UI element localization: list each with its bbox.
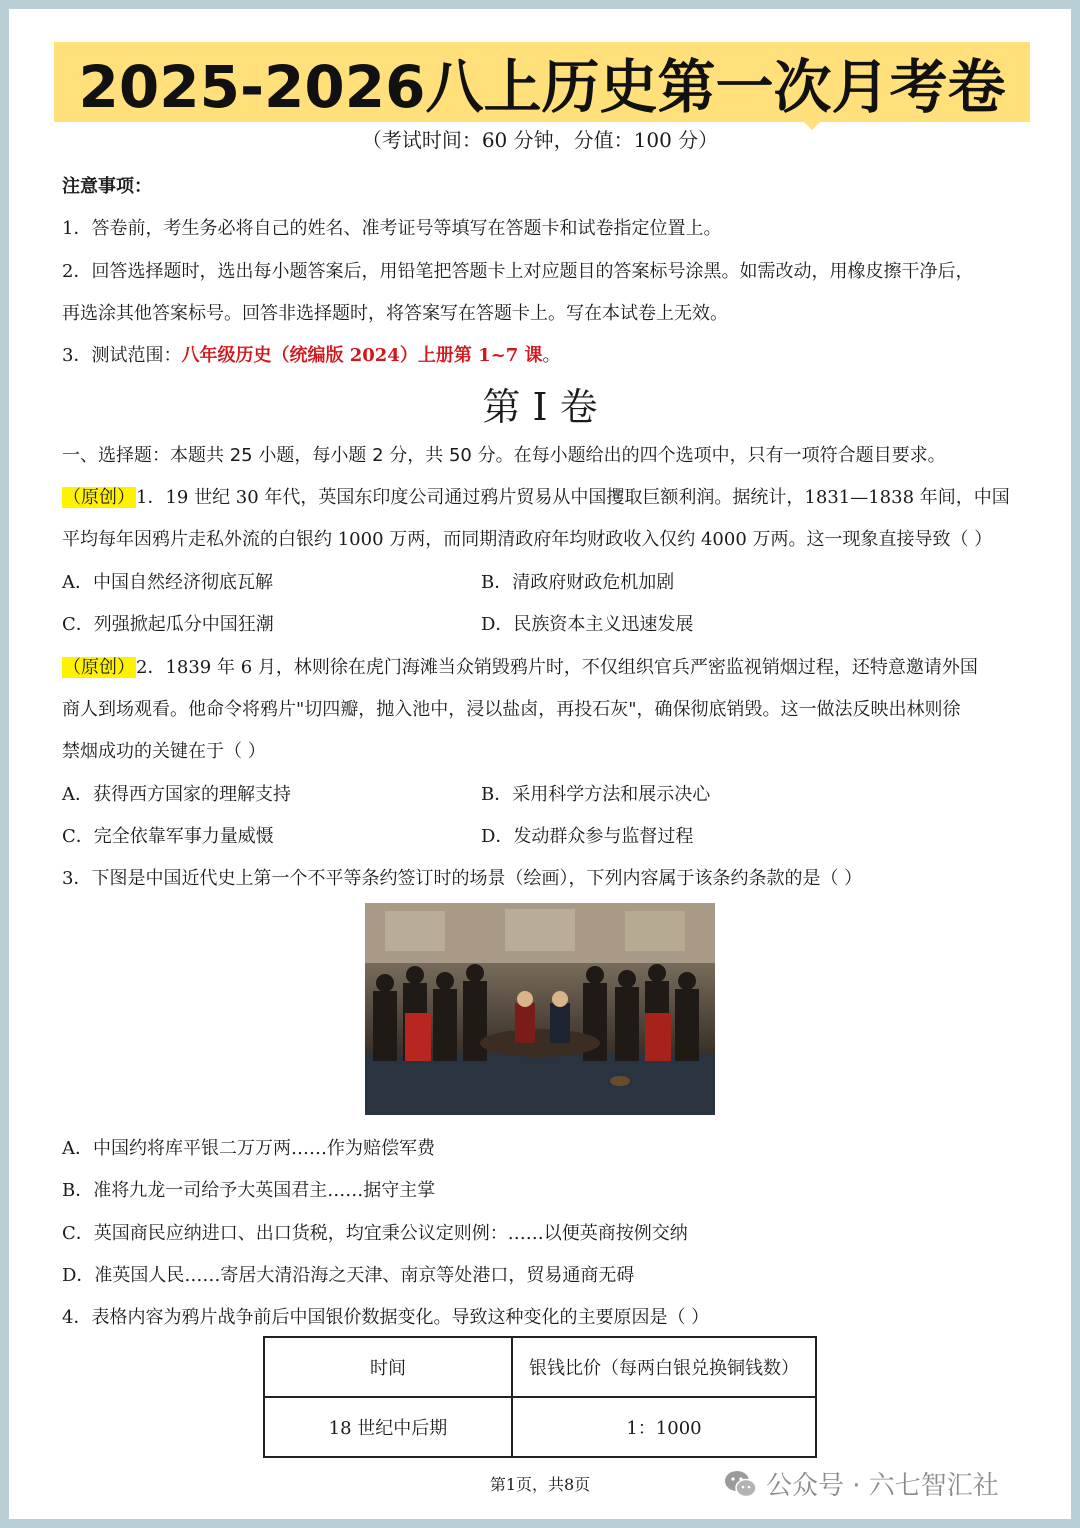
watermark-text: 公众号 · 六七智汇社: [766, 1471, 999, 1501]
table-header-row: [264, 1337, 816, 1397]
table-header-cell: 时间: [264, 1337, 512, 1397]
question-3-option-c: C．英国商民应纳进口、出口货税，均宜秉公议定则例：……以便英商按例交纳: [62, 1223, 688, 1244]
section-title: 第 I 卷: [482, 385, 598, 429]
note-1: 1．答卷前，考生务必将自己的姓名、准考证号等填写在答题卡和试卷指定位置上。: [62, 218, 722, 239]
table-header-cell: 银钱比价（每两白银兑换铜钱数）: [512, 1337, 816, 1397]
question-1-option-c: C．列强掀起瓜分中国狂潮: [62, 614, 274, 635]
note-3: [62, 341, 560, 367]
treaty-signing-painting: [365, 903, 715, 1115]
note-2b: 再选涂其他答案标号。回答非选择题时，将答案写在答题卡上。写在本试卷上无效。: [62, 303, 728, 324]
note-3-range: 八年级历史（统编版 2024）上册第 1~7 课: [181, 345, 543, 366]
page-number: 第1页，共8页: [489, 1475, 591, 1494]
exam-title: 2025-2026八上历史第一次月考卷: [78, 53, 1006, 121]
question-3-option-d: D．准英国人民……寄居大清沿海之天津、南京等处港口，贸易通商无碍: [62, 1265, 635, 1286]
question-2-option-a: A．获得西方国家的理解支持: [62, 784, 291, 805]
question-2-text-1: 2．1839 年 6 月，林则徐在虎门海滩当众销毁鸦片时，不仅组织官兵严密监视销烟过程，还特意邀请外国: [136, 657, 978, 678]
original-tag: （原创）: [63, 657, 135, 678]
question-1-text-1: 1．19 世纪 30 年代，英国东印度公司通过鸦片贸易从中国攫取巨额利润。据统计，1831—1838 年间，中国: [136, 487, 1010, 508]
question-3-option-b: B．准将九龙一司给予大英国君主……据守主掌: [62, 1180, 436, 1201]
question-4-line-1: 4．表格内容为鸦片战争前后中国银价数据变化。导致这种变化的主要原因是（ ）: [62, 1307, 710, 1328]
question-2-line-2: 商人到场观看。他命令将鸦片"切四瓣，抛入池中，浸以盐卤，再投石灰"，确保彻底销毁。这一做法反映出林则徐: [62, 699, 961, 720]
question-1-option-a: A．中国自然经济彻底瓦解: [62, 572, 273, 593]
table-cell: 1：1000: [512, 1397, 816, 1457]
question-2-option-b: B．采用科学方法和展示决心: [481, 784, 711, 805]
note-2a: 2．回答选择题时，选出每小题答案后，用铅笔把答题卡上对应题目的答案标号涂黑。如需改动，用橡皮擦干净后，: [62, 261, 974, 282]
notes-heading: 注意事项：: [62, 176, 152, 197]
watermark: [724, 1465, 999, 1502]
note-3-suffix: 。: [542, 345, 561, 366]
question-2-line-3: 禁烟成功的关键在于（ ）: [62, 741, 266, 762]
note-3-prefix: 3．测试范围：: [62, 345, 182, 366]
section-instruction: 一、选择题：本题共 25 小题，每小题 2 分，共 50 分。在每小题给出的四个选项中，只有一项符合题目要求。: [62, 445, 946, 466]
question-2-option-d: D．发动群众参与监督过程: [481, 826, 694, 847]
question-1-option-d: D．民族资本主义迅速发展: [481, 614, 694, 635]
table-row: [264, 1397, 816, 1457]
table-cell: 18 世纪中后期: [264, 1397, 512, 1457]
question-1-line-2: 平均每年因鸦片走私外流的白银约 1000 万两，而同期清政府年均财政收入仅约 4000 万两。这一现象直接导致（ ）: [62, 529, 993, 550]
question-2-line-1: [62, 653, 978, 679]
original-tag: （原创）: [63, 487, 135, 508]
wechat-icon: [724, 1469, 758, 1499]
question-3-option-a: A．中国约将库平银二万万两……作为赔偿军费: [62, 1138, 435, 1159]
silver-price-table: [263, 1336, 817, 1458]
question-2-option-c: C．完全依靠军事力量威慑: [62, 826, 274, 847]
question-1-line-1: [62, 483, 1010, 509]
exam-subtitle: （考试时间：60 分钟，分值：100 分）: [361, 128, 719, 152]
question-3-line-1: 3．下图是中国近代史上第一个不平等条约签订时的场景（绘画），下列内容属于该条约条款的是（ ）: [62, 868, 863, 889]
question-1-option-b: B．清政府财政危机加剧: [481, 572, 675, 593]
painting-illustration: [365, 903, 715, 1115]
